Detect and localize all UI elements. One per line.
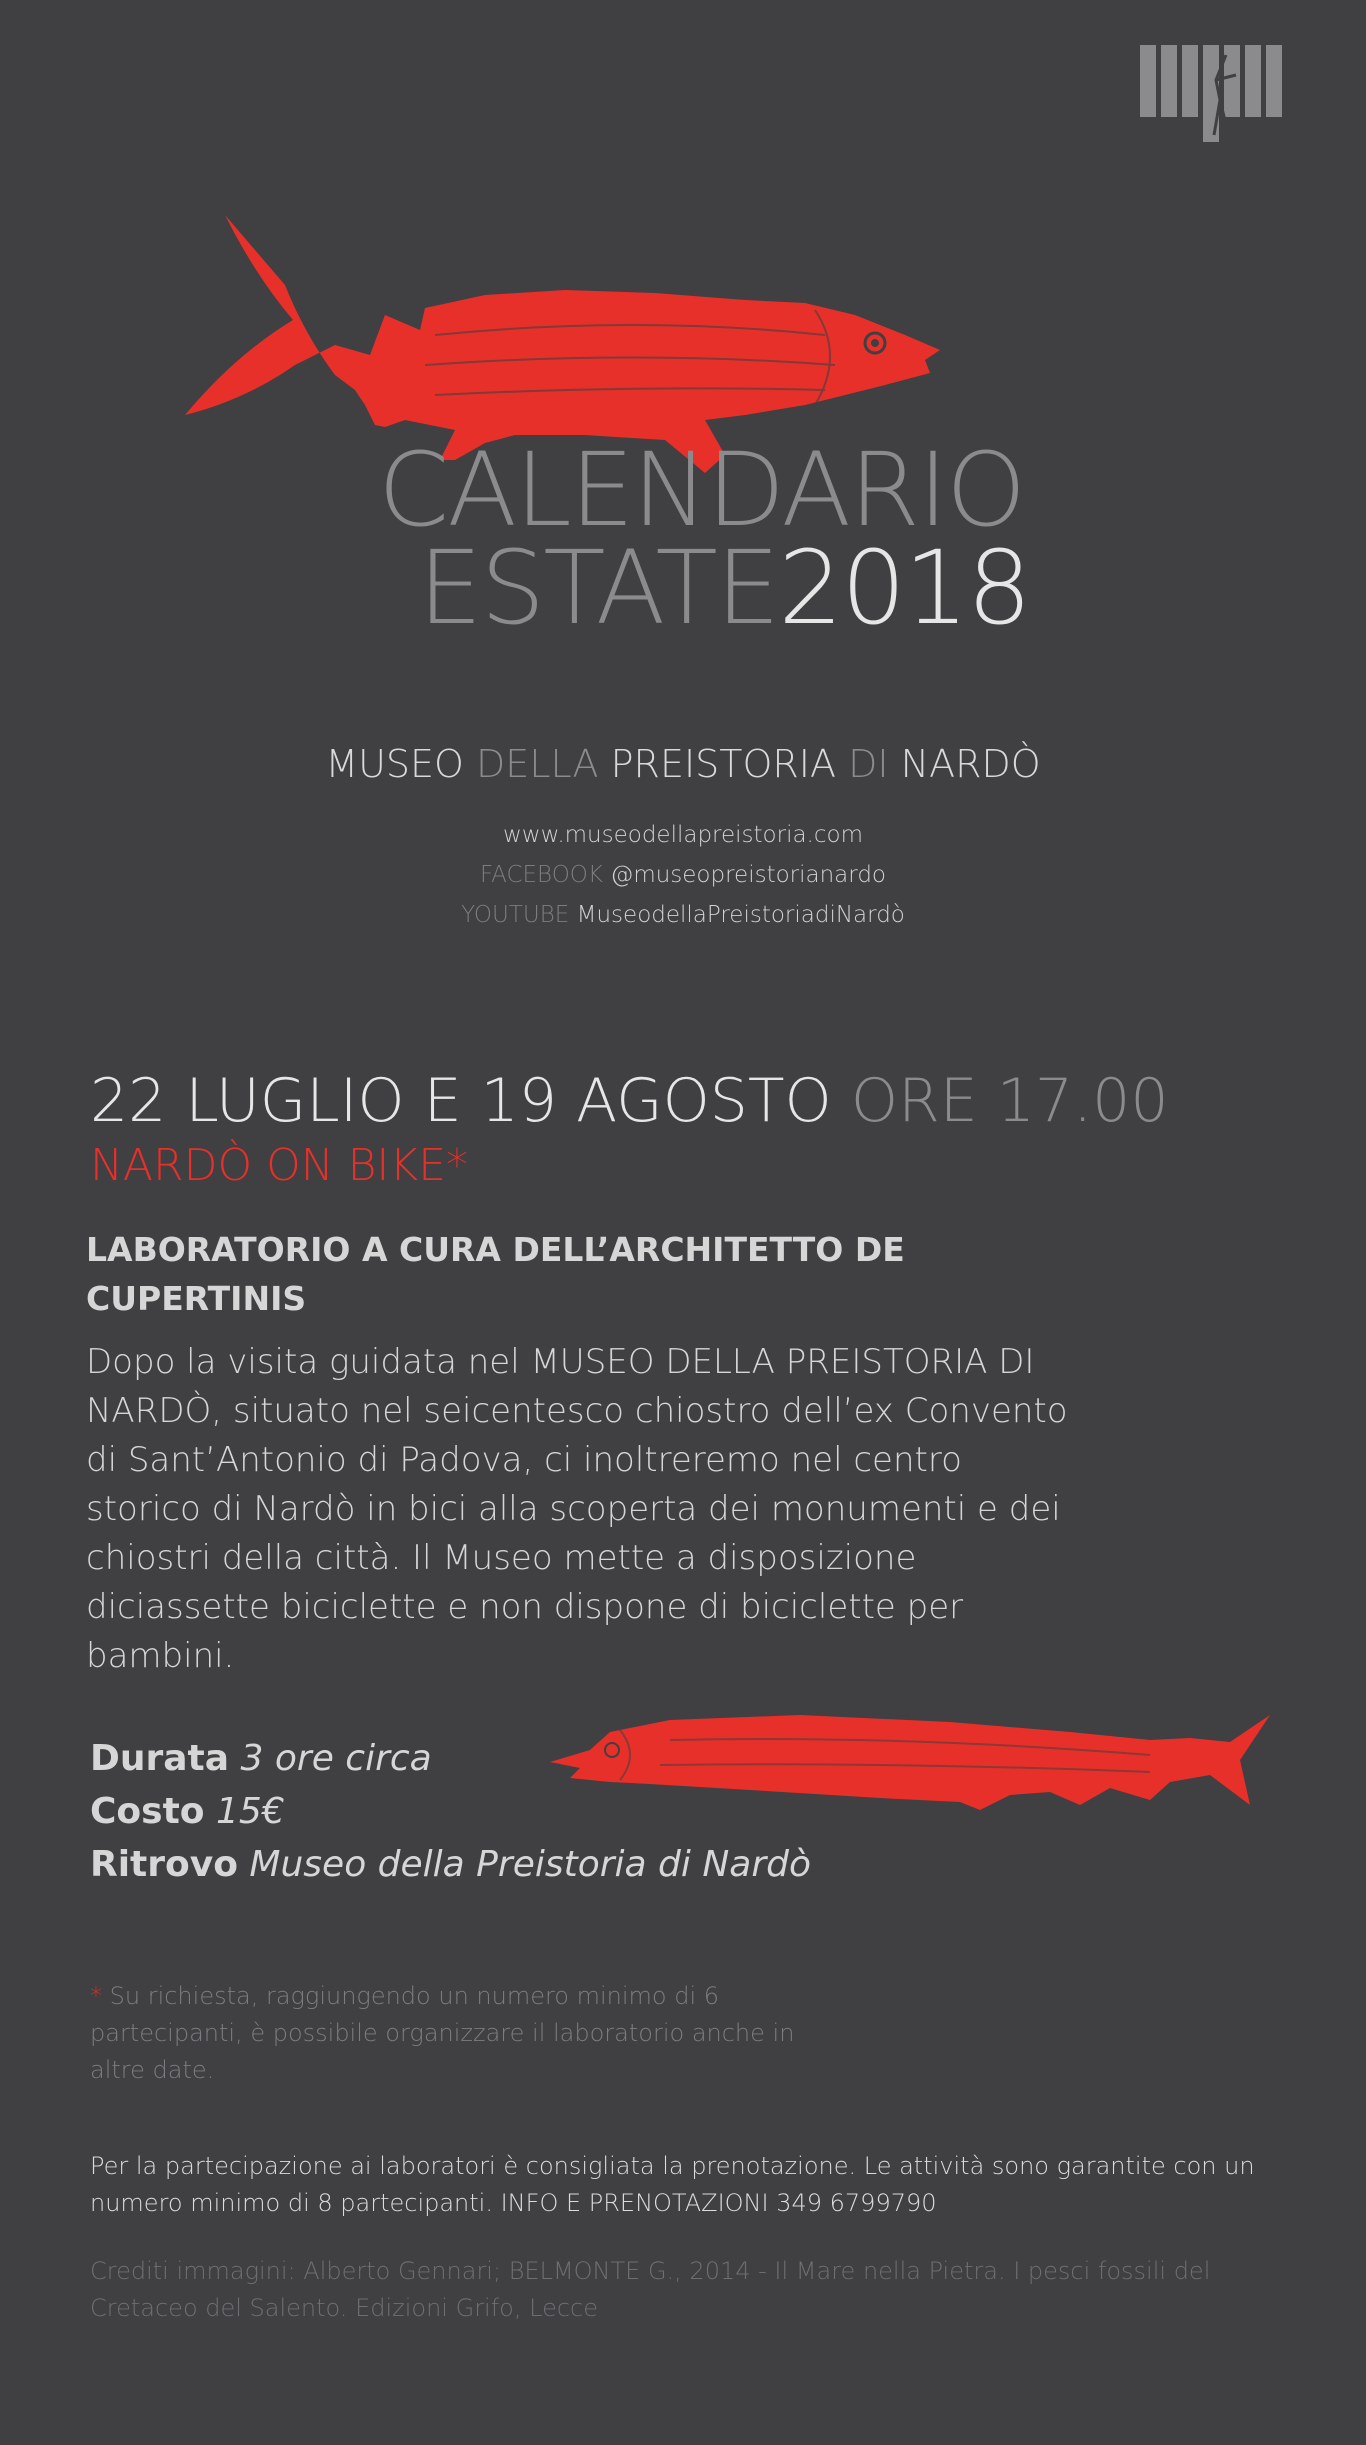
facebook-link[interactable] xyxy=(0,862,1366,888)
footnote-star: * xyxy=(90,1982,102,2010)
calendar-title-line-1: CALENDARIO xyxy=(378,431,1025,550)
footnote-text: Su richiesta, raggiungendo un numero minimo di 6 partecipanti, è possibile organizzare il laboratorio anche in altre date. xyxy=(90,1982,795,2084)
cost-label: Costo xyxy=(90,1791,205,1832)
youtube-link[interactable] xyxy=(0,902,1366,928)
red-long-fish-icon xyxy=(550,1710,1290,1845)
museum-word-5: NARDÒ xyxy=(900,742,1041,786)
booking-info: Per la partecipazione ai laboratori è consigliata la prenotazione. Le attività sono garantite con un numero minimo di 8 partecipanti. INFO E PRENOTAZIONI 349 6799790 xyxy=(90,2152,1255,2217)
detail-duration xyxy=(90,1738,432,1779)
museum-word-3: PREISTORIA xyxy=(610,742,837,786)
youtube-label: YOUTUBE xyxy=(461,902,570,928)
title-year: 2018 xyxy=(778,529,1030,648)
museum-word-4: DI xyxy=(848,742,889,786)
meeting-point-value: Museo della Preistoria di Nardò xyxy=(249,1844,812,1885)
museum-word-1: MUSEO xyxy=(325,742,464,786)
detail-meeting-point xyxy=(90,1844,811,1885)
facebook-handle: @museopreistorianardo xyxy=(610,862,886,888)
event-subtitle: LABORATORIO A CURA DELL’ARCHITETTO DE CUPERTINIS xyxy=(86,1230,905,1318)
calendar-title-line-2 xyxy=(418,529,1030,648)
meeting-point-label: Ritrovo xyxy=(90,1844,238,1885)
event-time: ORE 17.00 xyxy=(850,1066,1169,1136)
title-season: ESTATE xyxy=(418,529,779,648)
duration-value: 3 ore circa xyxy=(240,1738,432,1779)
event-date-text: 22 LUGLIO E 19 AGOSTO xyxy=(90,1066,832,1136)
cost-value: 15€ xyxy=(215,1791,285,1832)
youtube-channel: MuseodellaPreistoriadiNardò xyxy=(576,902,905,928)
image-credits: Crediti immagini: Alberto Gennari; BELMONTE G., 2014 - Il Mare nella Pietra. I pesci fossili del Cretaceo del Salento. Edizioni Grifo, Lecce xyxy=(90,2257,1211,2322)
footnote xyxy=(90,1978,810,2089)
facebook-label: FACEBOOK xyxy=(480,862,603,888)
museum-name xyxy=(0,742,1366,786)
museum-logo-icon xyxy=(1140,45,1300,145)
museum-word-2: DELLA xyxy=(476,742,599,786)
event-date xyxy=(90,1066,1169,1136)
event-title: NARDÒ ON BIKE* xyxy=(90,1140,469,1191)
website-link[interactable]: www.museodellapreistoria.com xyxy=(503,822,863,848)
duration-label: Durata xyxy=(90,1738,230,1779)
detail-cost xyxy=(90,1791,285,1832)
event-description: Dopo la visita guidata nel MUSEO DELLA PREISTORIA DI NARDÒ, situato nel seicentesco chiostro dell’ex Convento di Sant’Antonio di Padova, ci inoltreremo nel centro storico di Nardò in bici alla scoperta dei monumenti e dei chiostri della città. Il Museo mette a disposizione diciassette biciclette e non dispone di biciclette per bambini. xyxy=(86,1342,1068,1676)
